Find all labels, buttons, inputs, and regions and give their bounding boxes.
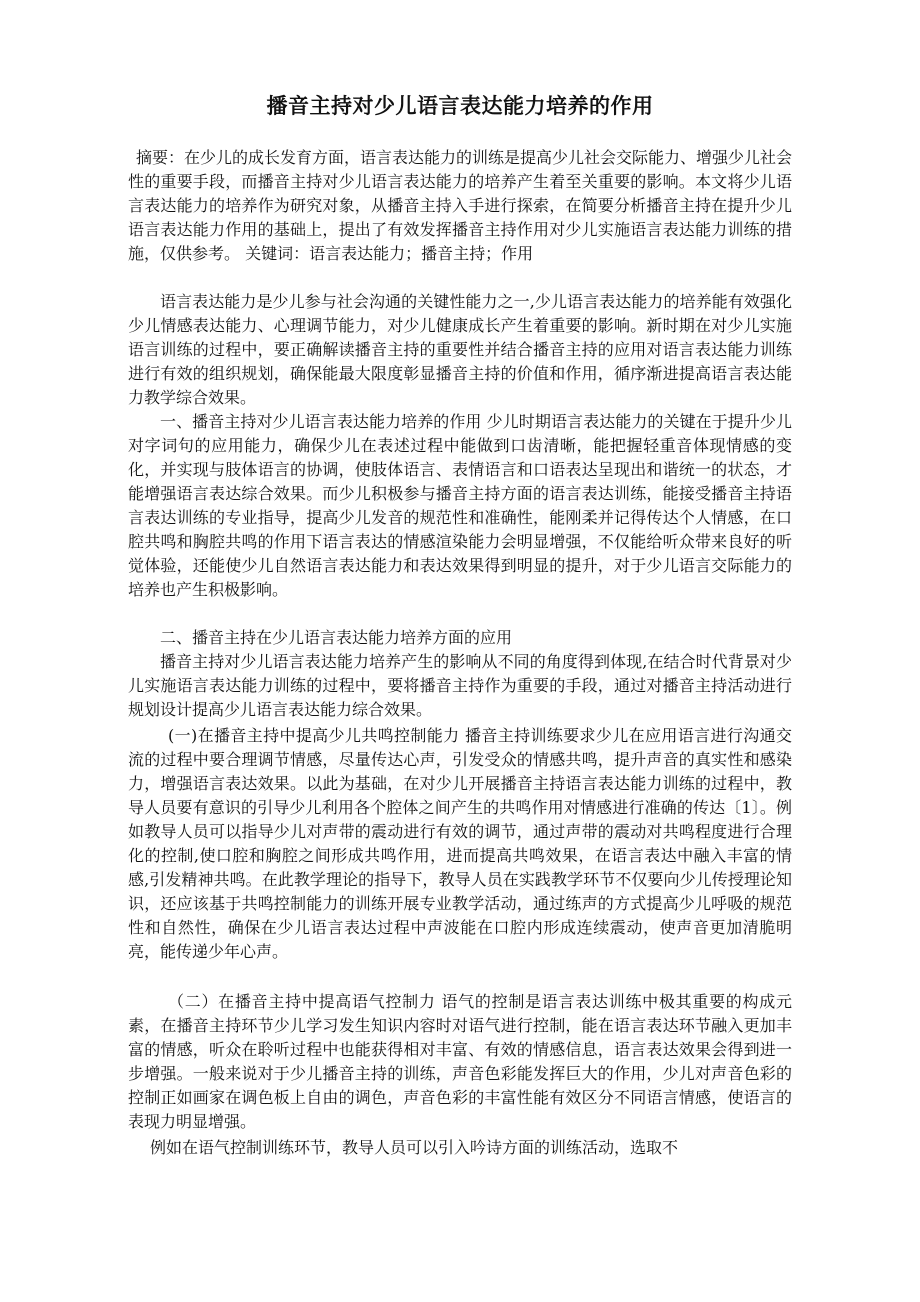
abstract-paragraph: 摘要：在少儿的成长发育方面，语言表达能力的训练是提高少儿社会交际能力、增强少儿社会性的重要手段，而播音主持对少儿语言表达能力的培养产生着至关重要的影响。本文将少儿语言表达能力的培养作为研究对象，从播音主持入手进行探索，在简要分析播音主持在提升少儿语言表达能力作用的基础上，提出了有效发挥播音主持作用对少儿实施语言表达能力训练的措施，仅供参考。 关键词：语言表达能力；播音主持；作用 — [128, 148, 793, 263]
section-2-heading: 二、播音主持在少儿语言表达能力培养方面的应用 — [160, 628, 513, 647]
subsection-1-paragraph: (一)在播音主持中提高少儿共鸣控制能力 播音主持训练要求少儿在应用语言进行沟通交流的过程中要合理调节情感，尽量传达心声，引发受众的情感共鸣，提升声音的真实性和感染力，增强语言表达效果。以此为基础，在对少儿开展播音主持语言表达能力训练的过程中，教导人员要有意识的引导少儿利用各个腔体之间产生的共鸣作用对情感进行准确的传达〔1〕。例如教导人员可以指导少儿对声带的震动进行有效的调节，通过声带的震动对共鸣程度进行合理化的控制,使口腔和胸腔之间形成共鸣作用，进而提高共鸣效果，在语言表达中融入丰富的情感,引发精神共鸣。在此教学理论的指导下，教导人员在实践教学环节不仅要向少儿传授理论知识，还应该基于共鸣控制能力的训练开展专业教学活动，通过练声的方式提高少儿呼吸的规范性和自然性，确保在少儿语言表达过程中声波能在口腔内形成连续震动，使声音更加清脆明亮，能传递少年心声。 — [128, 726, 792, 961]
section-2-intro-paragraph: 播音主持对少儿语言表达能力培养产生的影响从不同的角度得到体现,在结合时代背景对少儿实施语言表达能力训练的过程中，要将播音主持作为重要的手段，通过对播音主持活动进行规划设计提高少儿语言表达能力综合效果。 — [128, 652, 792, 719]
section-1-paragraph: 一、播音主持对少儿语言表达能力培养的作用 少儿时期语言表达能力的关键在于提升少儿对字词句的应用能力，确保少儿在表述过程中能做到口齿清晰，能把握轻重音体现情感的变化，并实现与肢体语言的协调，使肢体语言、表情语言和口语表达呈现出和谐统一的状态，才能增强语言表达综合效果。而少儿积极参与播音主持方面的语言表达训练，能接受播音主持语言表达训练的专业指导，提高少儿发音的规范性和准确性，能刚柔并记得传达个人情感，在口腔共鸣和胸腔共鸣的作用下语言表达的情感渲染能力会明显增强，不仅能给听众带来良好的听觉体验，还能使少儿自然语言表达能力和表达效果得到明显的提升，对于少儿语言交际能力的培养也产生积极影响。 — [128, 412, 792, 599]
final-paragraph: 例如在语气控制训练环节，教导人员可以引入吟诗方面的训练活动，选取不 — [150, 1138, 679, 1157]
subsection-2-paragraph: （二）在播音主持中提高语气控制力 语气的控制是语言表达训练中极其重要的构成元素，在播音主持环节少儿学习发生知识内容时对语气进行控制，能在语言表达环节融入更加丰富的情感，听众在聆听过程中也能获得相对丰富、有效的情感信息，语言表达效果会得到进一步增强。一般来说对于少儿播音主持的训练，声音色彩能发挥巨大的作用，少儿对声音色彩的控制正如画家在调色板上自由的调色，声音色彩的丰富性能有效区分不同语言情感，使语言的表现力明显增强。 — [128, 992, 792, 1131]
page-title: 播音主持对少儿语言表达能力培养的作用 — [266, 94, 654, 118]
intro-paragraph: 语言表达能力是少儿参与社会沟通的关键性能力之一,少儿语言表达能力的培养能有效强化少儿情感表达能力、心理调节能力，对少儿健康成长产生着重要的影响。新时期在对少儿实施语言训练的过程中，要正确解读播音主持的重要性并结合播音主持的应用对语言表达能力训练进行有效的组织规划，确保能最大限度彰显播音主持的价值和作用，循序渐进提高语言表达能力教学综合效果。 — [128, 292, 792, 407]
